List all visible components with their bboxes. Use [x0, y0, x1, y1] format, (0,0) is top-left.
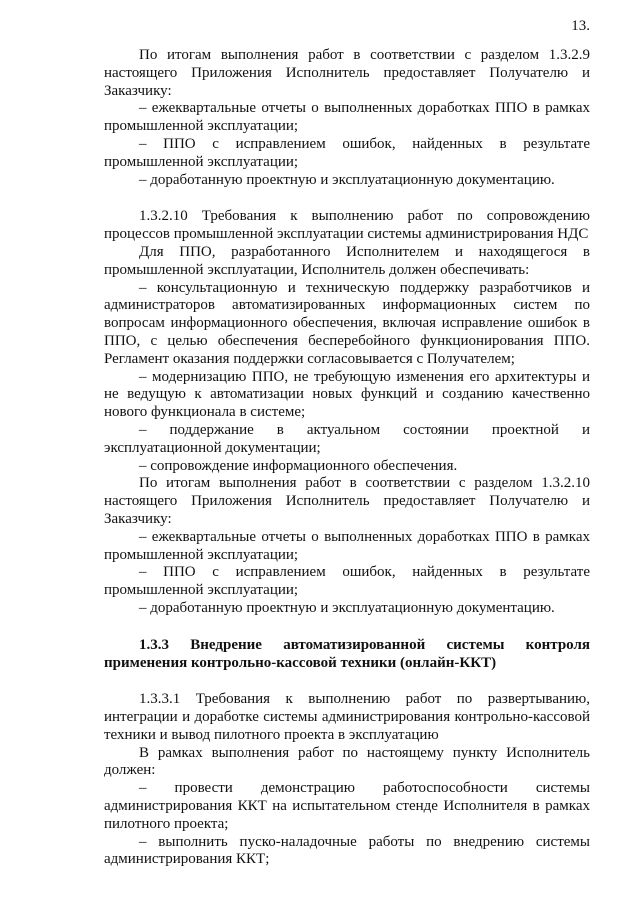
- page-number: 13.: [571, 18, 590, 34]
- list-item: – провести демонстрацию работоспособности системы администрирования ККТ на испытательном стенде Исполнителя в рамках пилотного проекта;: [104, 780, 590, 832]
- list-item: – ППО с исправлением ошибок, найденных в результате промышленной эксплуатации;: [104, 135, 590, 170]
- paragraph: По итогам выполнения работ в соответствии с разделом 1.3.2.9 настоящего Приложения Исполнитель предоставляет Получателю и Заказчику:: [104, 47, 590, 99]
- paragraph: По итогам выполнения работ в соответствии с разделом 1.3.2.10 настоящего Приложения Исполнитель предоставляет Получателю и Заказчику:: [104, 475, 590, 527]
- section-heading: 1.3.3 Внедрение автоматизированной системы контроля применения контрольно-кассовой техники (онлайн-ККТ): [104, 636, 590, 671]
- list-item: – ежеквартальные отчеты о выполненных доработках ППО в рамках промышленной эксплуатации;: [104, 528, 590, 563]
- list-item: – доработанную проектную и эксплуатационную документацию.: [139, 599, 555, 616]
- paragraph: Для ППО, разработанного Исполнителем и находящегося в промышленной эксплуатации, Исполнитель должен обеспечивать:: [104, 243, 590, 278]
- list-item: – модернизацию ППО, не требующую изменения его архитектуры и не ведущую к автоматизации новых функций и созданию качественно нового функционала в системе;: [104, 368, 590, 421]
- list-item: – выполнить пуско-наладочные работы по внедрению системы администрирования ККТ;: [104, 833, 590, 868]
- list-item: – поддержание в актуальном состоянии проектной и эксплуатационной документации;: [104, 421, 590, 456]
- paragraph: В рамках выполнения работ по настоящему пункту Исполнитель должен:: [104, 744, 590, 779]
- list-item: – консультационную и техническую поддержку разработчиков и администраторов автоматизированных информационных систем по вопросам информационного обеспечения, включая исправление ошибок в ППО, с целью обеспечения бесперебойного функционирования ППО. Регламент оказания поддержки согласовывается с Получателем;: [104, 279, 590, 367]
- subsection-heading: 1.3.3.1 Требования к выполнению работ по развертыванию, интеграции и доработке системы администрирования контрольно-кассовой техники и вывод пилотного проекта в эксплуатацию: [104, 691, 590, 743]
- list-item: – доработанную проектную и эксплуатационную документацию.: [139, 171, 555, 188]
- list-item: – сопровождение информационного обеспечения.: [139, 457, 458, 474]
- list-item: – ежеквартальные отчеты о выполненных доработках ППО в рамках промышленной эксплуатации;: [104, 100, 590, 135]
- list-item: – ППО с исправлением ошибок, найденных в результате промышленной эксплуатации;: [104, 564, 590, 599]
- section-heading: 1.3.2.10 Требования к выполнению работ по сопровождению процессов промышленной эксплуатации системы администрирования НДС: [104, 208, 590, 243]
- document-body: [104, 47, 590, 869]
